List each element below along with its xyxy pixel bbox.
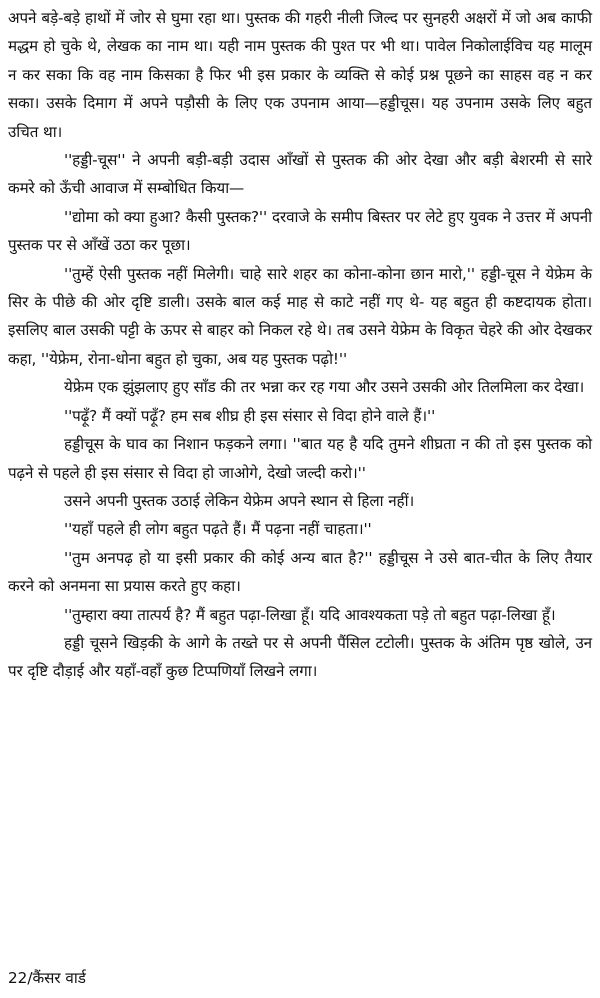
paragraph: ''द्योमा को क्या हुआ? कैसी पुस्तक?'' दरवाजे के समीप बिस्तर पर लेटे हुए युवक ने उत्तर में अपनी पुस्तक पर से आँखें उठा कर पूछा। — [8, 207, 592, 255]
paragraph: ''तुम्हारा क्या तात्पर्य है? मैं बहुत पढ़ा-लिखा हूँ। यदि आवश्यकता पड़े तो बहुत पढ़ा-लिखा हूँ। — [64, 605, 556, 624]
paragraph: उसने अपनी पुस्तक उठाई लेकिन येफ्रेम अपने स्थान से हिला नहीं। — [64, 491, 415, 510]
paragraph: अपने बड़े-बड़े हाथों में जोर से घुमा रहा था। पुस्तक की गहरी नीली जिल्द पर सुनहरी अक्षरों में जो अब काफी मद्धम हो चुके थे, लेखक का नाम था। यही नाम पुस्तक की पुश्त पर भी था। पावेल निकोलाईविच यह मालूम न कर सका कि वह नाम किसका है फिर भी इस प्रकार के व्यक्ति से कोई प्रश्न पूछने का साहस वह न कर सका। उसके दिमाग में अपने पड़ौसी के लिए एक उपनाम आया—हड्डीचूस। यह उपनाम उसके लिए बहुत उचित था। — [8, 9, 592, 141]
paragraph: ''पढ़ूँ? मैं क्यों पढ़ूँ? हम सब शीघ्र ही इस संसार से विदा होने वाले हैं।'' — [64, 406, 436, 425]
paragraph: ''तुम्हें ऐसी पुस्तक नहीं मिलेगी। चाहे सारे शहर का कोना-कोना छान मारो,'' हड्डी-चूस ने येफ्रेम के सिर के पीछे की ओर दृष्टि डाली। उसके बाल कई माह से काटे नहीं गए थे- यह बहुत ही कष्टदायक होता। इसलिए बाल उसकी पट्टी के ऊपर से बाहर को निकल रहे थे। तब उसने येफ्रेम के विकृत चेहरे की ओर देखकर कहा, ''येफ्रेम, रोना-धोना बहुत हो चुका, अब यह पुस्तक पढ़ो!'' — [8, 264, 592, 368]
paragraph: ''यहाँ पहले ही लोग बहुत पढ़ते हैं। मैं पढ़ना नहीं चाहता।'' — [64, 520, 372, 539]
paragraph: हड्डी चूसने खिड़की के आगे के तख्ते पर से अपनी पैंसिल टटोली। पुस्तक के अंतिम पृष्ठ खोले, उन पर दृष्टि दौड़ाई और यहाँ-वहाँ कुछ टिप्पणियाँ लिखने लगा। — [8, 633, 592, 681]
paragraph: ''हड्डी-चूस'' ने अपनी बड़ी-बड़ी उदास आँखों से पुस्तक की ओर देखा और बड़ी बेशरमी से सारे कमरे को ऊँची आवाज में सम्बोधित किया— — [8, 151, 592, 198]
page-footer: 22/कैंसर वार्ड — [8, 969, 86, 987]
paragraph: येफ्रेम एक झुंझलाए हुए साँड की तर भन्ना कर रह गया और उसने उसकी ओर तिलमिला कर देखा। — [64, 378, 585, 397]
body-text — [8, 4, 592, 686]
paragraph: ''तुम अनपढ़ हो या इसी प्रकार की कोई अन्य बात है?'' हड्डीचूस ने उसे बात-चीत के लिए तैयार करने को अनमना सा प्रयास करते हुए कहा। — [8, 548, 592, 596]
paragraph: हड्डीचूस के घाव का निशान फड़कने लगा। ''बात यह है यदि तुमने शीघ्रता न की तो इस पुस्तक को पढ़ने से पहले ही इस संसार से विदा हो जाओगे, देखो जल्दी करो।'' — [8, 435, 592, 482]
